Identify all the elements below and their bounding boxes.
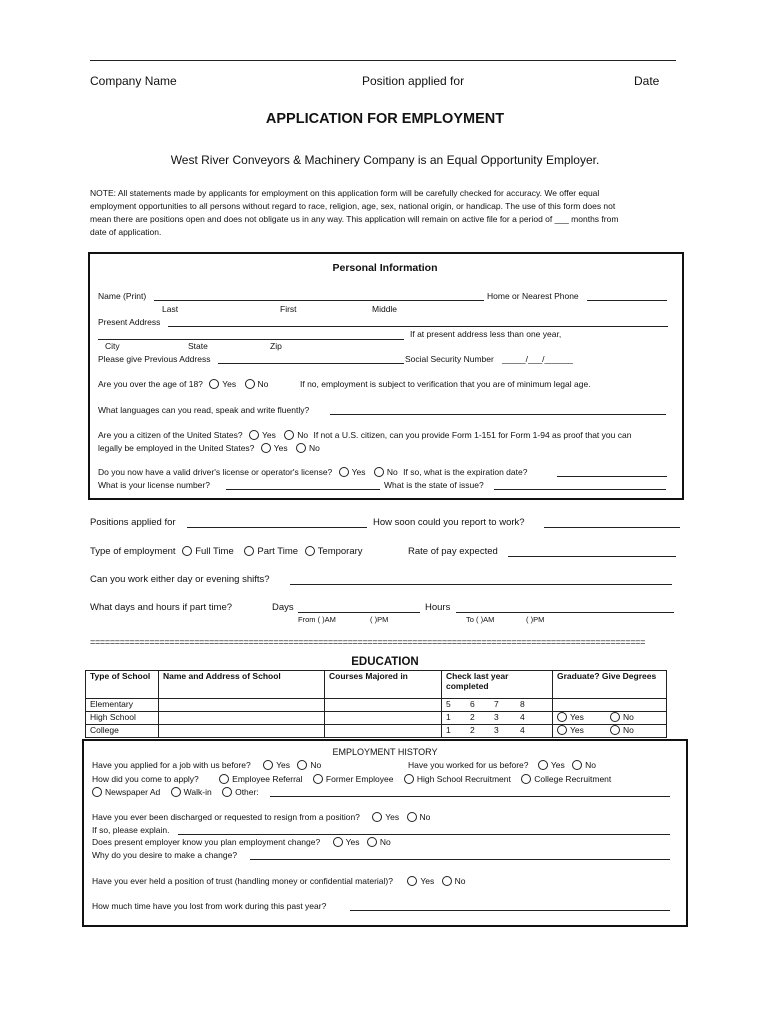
edu-row-grad — [553, 725, 667, 738]
license-number-input[interactable] — [226, 489, 380, 490]
applied-yes-radio[interactable] — [263, 760, 273, 770]
legally-no-radio[interactable] — [296, 443, 306, 453]
hours-input[interactable] — [456, 612, 674, 613]
legally-yes-radio[interactable] — [261, 443, 271, 453]
grad-yes-label: Yes — [570, 712, 584, 722]
state-label: State — [188, 341, 208, 351]
edu-row-type: Elementary — [86, 699, 159, 712]
grad-yes-radio[interactable] — [557, 725, 567, 735]
name-print-label: Name (Print) — [98, 291, 147, 301]
age-question — [98, 379, 268, 389]
ssn-input[interactable]: _____/___/______ — [502, 354, 573, 364]
zip-label: Zip — [270, 341, 282, 351]
grad-no-label: No — [623, 725, 634, 735]
former-label: Former Employee — [325, 774, 394, 784]
year-option[interactable]: 3 — [494, 725, 499, 735]
year-option[interactable]: 1 — [446, 712, 451, 722]
year-option[interactable]: 8 — [520, 699, 525, 709]
worked-before-text: Have you worked for us before? — [408, 760, 529, 770]
license-no-label: No — [386, 467, 398, 477]
edu-row-years[interactable] — [442, 712, 553, 725]
header-signature-line[interactable] — [90, 60, 676, 61]
license-question-text: Do you now have a valid driver's license or operator's license? — [98, 467, 333, 477]
discharged-yes-label: Yes — [385, 812, 400, 822]
note-line-3: mean there are positions open and does not obligate us in any way. This application will remain on active file for a period of ___ months from — [90, 214, 619, 224]
rate-label: Rate of pay expected — [408, 546, 498, 557]
grad-no-radio[interactable] — [610, 712, 620, 722]
present-yes-label: Yes — [345, 837, 360, 847]
present-no-label: No — [379, 837, 391, 847]
worked-yes-radio[interactable] — [538, 760, 548, 770]
college-recruit-label: College Recruitment — [534, 774, 612, 784]
expiration-question: If so, what is the expiration date? — [403, 467, 528, 477]
year-option[interactable]: 5 — [446, 699, 451, 709]
if-less-label: If at present address less than one year, — [410, 329, 562, 339]
license-state-label: What is the state of issue? — [384, 480, 484, 490]
license-state-input[interactable] — [494, 489, 666, 490]
city-label: City — [105, 341, 120, 351]
from-am-label: From ( )AM — [298, 615, 336, 624]
time-lost-label: How much time have you lost from work during this past year? — [92, 901, 327, 911]
applied-before-text: Have you applied for a job with us before? — [92, 760, 251, 770]
edu-row-name[interactable] — [159, 712, 325, 725]
personal-info-box — [88, 252, 684, 500]
present-employer-text: Does present employer know you plan employment change? — [92, 837, 321, 847]
discharged-row — [92, 812, 430, 822]
note-line-4: date of application. — [90, 227, 162, 237]
last-label: Last — [162, 304, 179, 314]
previous-address-input[interactable] — [218, 363, 404, 364]
positions-applied-input[interactable] — [187, 527, 367, 528]
applied-no-label: No — [310, 760, 322, 770]
to-am-label: To ( )AM — [466, 615, 495, 624]
report-input[interactable] — [544, 527, 680, 528]
worked-no-radio[interactable] — [572, 760, 582, 770]
note-line-2: employment opportunities to all persons without regard to race, religion, age, sex, national origin, or handicap. The use of this form does not — [90, 201, 616, 211]
edu-header-name: Name and Address of School — [159, 671, 325, 699]
phone-label: Home or Nearest Phone — [487, 291, 579, 301]
applied-before-row — [92, 760, 321, 770]
why-change-label: Why do you desire to make a change? — [92, 850, 238, 860]
trust-no-radio[interactable] — [442, 876, 452, 886]
citizen-question — [98, 430, 631, 440]
days-input[interactable] — [298, 612, 420, 613]
present-yes-radio[interactable] — [333, 837, 343, 847]
trust-yes-radio[interactable] — [407, 876, 417, 886]
explain-label: If so, please explain. — [92, 825, 170, 835]
company-name-label: Company Name — [90, 74, 177, 88]
edu-row-type: College — [86, 725, 159, 738]
year-option[interactable]: 2 — [470, 725, 475, 735]
languages-input[interactable] — [330, 414, 666, 415]
grad-yes-radio[interactable] — [557, 712, 567, 722]
shifts-input[interactable] — [290, 584, 672, 585]
citizen-yes-label: Yes — [261, 430, 276, 440]
page-title: APPLICATION FOR EMPLOYMENT — [265, 111, 505, 127]
hs-recruit-radio[interactable] — [404, 774, 414, 784]
citizen-note: If not a U.S. citizen, can you provide Form 1-151 for Form 1-94 as proof that you can — [313, 430, 632, 440]
grad-no-radio[interactable] — [610, 725, 620, 735]
legally-question-text: legally be employed in the United States? — [98, 443, 255, 453]
grad-no-label: No — [623, 712, 634, 722]
age-no-label: No — [257, 379, 269, 389]
discharged-no-label: No — [419, 812, 431, 822]
full-time-radio[interactable] — [182, 546, 192, 556]
applied-no-radio[interactable] — [297, 760, 307, 770]
employment-history-heading: EMPLOYMENT HISTORY — [332, 747, 438, 757]
grad-yes-label: Yes — [570, 725, 584, 735]
explain-input[interactable] — [178, 834, 670, 835]
other-label: Other: — [235, 787, 259, 797]
education-table — [85, 670, 667, 738]
expiration-input[interactable] — [557, 476, 667, 477]
position-applied-label: Position applied for — [362, 74, 465, 88]
temporary-radio[interactable] — [305, 546, 315, 556]
worked-before-row — [408, 760, 596, 770]
report-question: How soon could you report to work? — [373, 517, 525, 528]
phone-input[interactable] — [587, 300, 667, 301]
edu-row-years[interactable] — [442, 725, 553, 738]
edu-row-courses[interactable] — [325, 699, 442, 712]
other-input[interactable] — [270, 796, 670, 797]
year-option[interactable]: 7 — [494, 699, 499, 709]
why-change-input[interactable] — [250, 859, 670, 860]
positions-applied-label: Positions applied for — [90, 517, 176, 528]
citizen-yes-radio[interactable] — [249, 430, 259, 440]
education-heading: EDUCATION — [351, 656, 419, 668]
other-radio[interactable] — [222, 787, 232, 797]
license-yes-label: Yes — [351, 467, 366, 477]
time-lost-input[interactable] — [350, 910, 670, 911]
applied-yes-label: Yes — [276, 760, 291, 770]
edu-row-grad — [553, 712, 667, 725]
trust-row — [92, 876, 465, 886]
age-no-radio[interactable] — [245, 379, 255, 389]
personal-info-heading: Personal Information — [332, 262, 438, 274]
age-yes-label: Yes — [222, 379, 237, 389]
employment-type-row — [90, 546, 363, 557]
present-no-radio[interactable] — [367, 837, 377, 847]
edu-header-courses: Courses Majored in — [325, 671, 442, 699]
source-row-2 — [92, 787, 259, 797]
first-label: First — [280, 304, 297, 314]
license-question — [98, 467, 527, 477]
walkin-radio[interactable] — [171, 787, 181, 797]
eoe-statement: West River Conveyors & Machinery Company is an Equal Opportunity Employer. — [170, 153, 600, 167]
citizen-question-text: Are you a citizen of the United States? — [98, 430, 243, 440]
from-pm-label: ( )PM — [370, 615, 389, 624]
former-radio[interactable] — [313, 774, 323, 784]
edu-header-type: Type of School — [86, 671, 159, 699]
name-input[interactable] — [154, 300, 484, 301]
middle-label: Middle — [372, 304, 398, 314]
days-label: Days — [272, 602, 294, 613]
present-address-input[interactable] — [168, 326, 668, 327]
year-option[interactable]: 6 — [470, 699, 475, 709]
license-no-radio[interactable] — [374, 467, 384, 477]
referral-label: Employee Referral — [232, 774, 303, 784]
edu-header-grad: Graduate? Give Degrees — [553, 671, 667, 699]
section-divider: ================================================================================================================ — [90, 638, 646, 646]
legally-question — [98, 443, 320, 453]
trust-text: Have you ever held a position of trust (handling money or confidential material)? — [92, 876, 393, 886]
legally-yes-label: Yes — [273, 443, 288, 453]
license-yes-radio[interactable] — [339, 467, 349, 477]
how-apply-text: How did you come to apply? — [92, 774, 199, 784]
age-note: If no, employment is subject to verification that you are of minimum legal age. — [300, 379, 591, 389]
edu-row-name[interactable] — [159, 725, 325, 738]
days-question: What days and hours if part time? — [90, 602, 233, 613]
citizen-no-label: No — [297, 430, 309, 440]
edu-row-grad — [553, 699, 667, 712]
edu-row-courses[interactable] — [325, 725, 442, 738]
year-option[interactable]: 2 — [470, 712, 475, 722]
license-number-label: What is your license number? — [98, 480, 210, 490]
rate-input[interactable] — [508, 556, 676, 557]
legally-no-label: No — [309, 443, 320, 453]
full-time-label: Full Time — [195, 546, 234, 557]
age-question-text: Are you over the age of 18? — [98, 379, 203, 389]
year-option[interactable]: 4 — [520, 712, 525, 722]
present-address-input-2[interactable] — [98, 339, 404, 340]
how-apply-row — [92, 774, 611, 784]
citizen-no-radio[interactable] — [284, 430, 294, 440]
present-address-label: Present Address — [98, 317, 161, 327]
edu-row-type: High School — [86, 712, 159, 725]
walkin-label: Walk-in — [183, 787, 212, 797]
newspaper-label: Newspaper Ad — [105, 787, 161, 797]
to-pm-label: ( )PM — [526, 615, 545, 624]
previous-address-label: Please give Previous Address — [98, 354, 211, 364]
date-label: Date — [634, 74, 660, 88]
newspaper-radio[interactable] — [92, 787, 102, 797]
trust-yes-label: Yes — [420, 876, 435, 886]
age-yes-radio[interactable] — [209, 379, 219, 389]
edu-row-courses[interactable] — [325, 712, 442, 725]
year-option[interactable]: 1 — [446, 725, 451, 735]
hours-label: Hours — [425, 602, 451, 613]
discharged-yes-radio[interactable] — [372, 812, 382, 822]
part-time-radio[interactable] — [244, 546, 254, 556]
worked-yes-label: Yes — [550, 760, 565, 770]
college-recruit-radio[interactable] — [521, 774, 531, 784]
year-option[interactable]: 4 — [520, 725, 525, 735]
edu-header-year: Check last year completed — [442, 671, 553, 699]
worked-no-label: No — [585, 760, 596, 770]
note-line-1: NOTE: All statements made by applicants for employment on this application form will be carefully checked for accuracy. We offer equal — [90, 188, 600, 198]
part-time-label: Part Time — [257, 546, 299, 557]
year-option[interactable]: 3 — [494, 712, 499, 722]
present-employer-row — [92, 837, 391, 847]
employment-type-label: Type of employment — [90, 546, 176, 557]
edu-row-years[interactable] — [442, 699, 553, 712]
temporary-label: Temporary — [317, 546, 363, 557]
ssn-label: Social Security Number — [405, 354, 494, 364]
referral-radio[interactable] — [219, 774, 229, 784]
shifts-question: Can you work either day or evening shifts? — [90, 574, 270, 585]
hs-recruit-label: High School Recruitment — [416, 774, 511, 784]
languages-question: What languages can you read, speak and write fluently? — [98, 405, 310, 415]
edu-row-name[interactable] — [159, 699, 325, 712]
trust-no-label: No — [454, 876, 466, 886]
discharged-no-radio[interactable] — [407, 812, 417, 822]
discharged-text: Have you ever been discharged or requested to resign from a position? — [92, 812, 360, 822]
